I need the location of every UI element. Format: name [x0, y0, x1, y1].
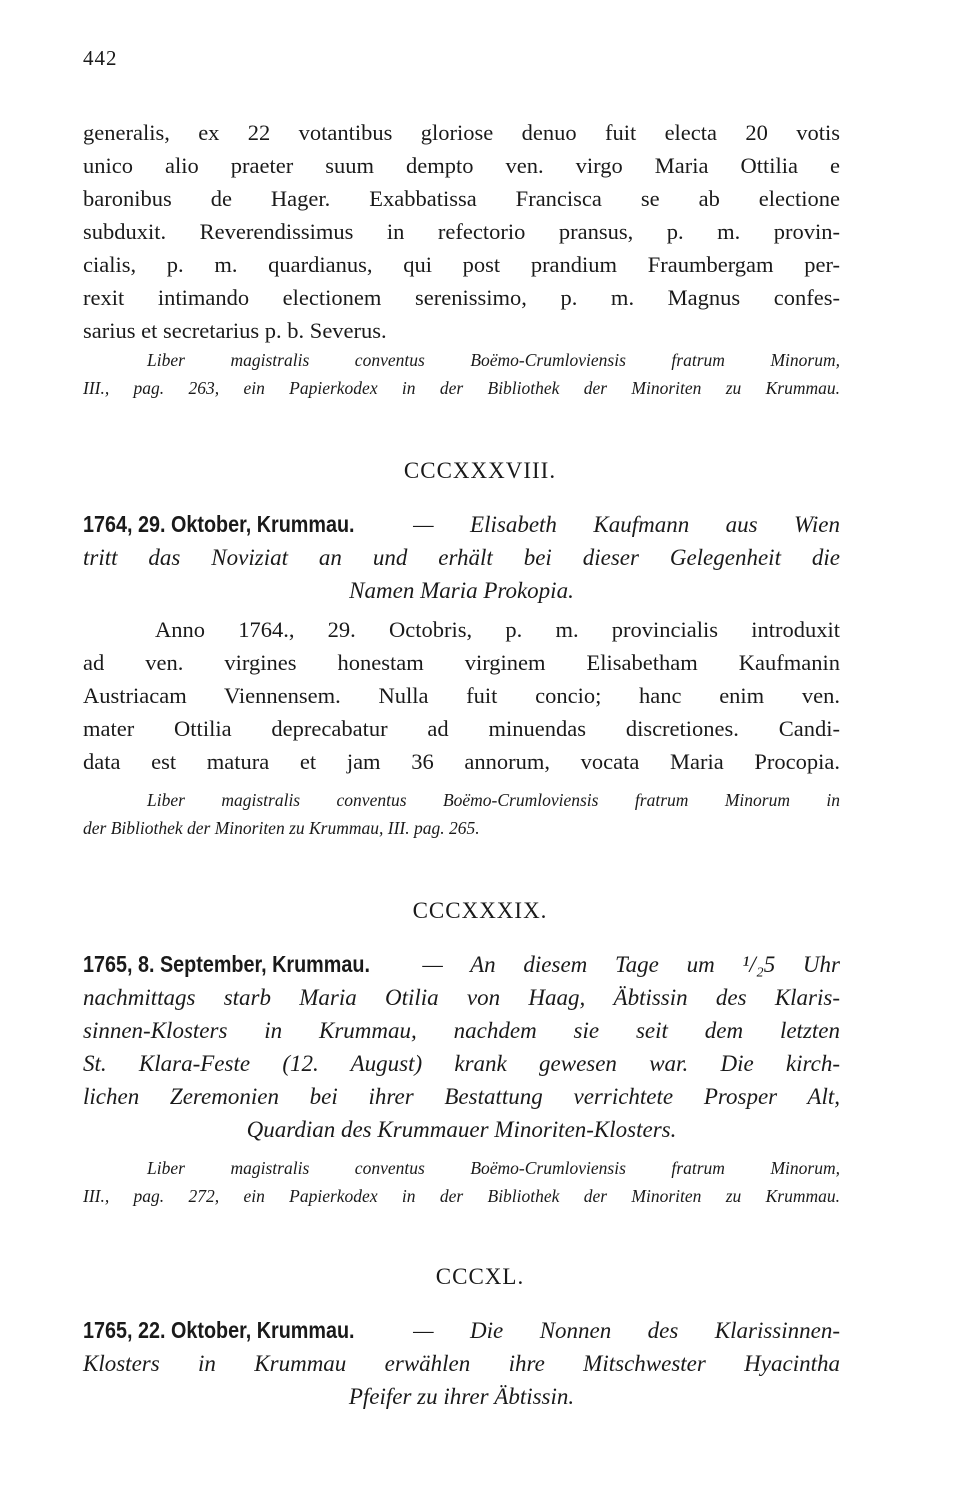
section-heading	[83, 1314, 840, 1413]
heading-line: Klosters in Krummau erwählen ihre Mitschwester Hyacintha	[83, 1351, 840, 1376]
citation-line: der Bibliothek der Minoriten zu Krummau, III. pag. 265.	[83, 818, 480, 838]
text-line: cialis, p. m. quardianus, qui post prandium Fraumbergam per-	[83, 252, 840, 277]
heading-line: lichen Zeremonien bei ihrer Bestattung verrichtete Prosper Alt,	[83, 1084, 840, 1109]
document-number: CCCXL.	[435, 1264, 525, 1289]
text-line: data est matura et jam 36 annorum, vocata Maria Procopia.	[83, 749, 840, 774]
section-text	[83, 613, 840, 778]
citation-line: III., pag. 272, ein Papierkodex in der Bibliothek der Minoriten zu Krummau.	[83, 1186, 840, 1206]
source-citation	[83, 1154, 840, 1210]
heading-line: nachmittags starb Maria Otilia von Haag, Äbtissin des Klaris-	[83, 985, 840, 1010]
text-line: sarius et secretarius p. b. Severus.	[83, 318, 387, 343]
heading-line: Pfeifer zu ihrer Äbtissin.	[348, 1384, 575, 1409]
section-date: 1765, 22. Oktober, Krummau.	[83, 1317, 355, 1343]
citation-line: III., pag. 263, ein Papierkodex in der Bibliothek der Minoriten zu Krummau.	[83, 378, 840, 398]
heading-line: Namen Maria Prokopia.	[349, 578, 574, 603]
section-date: 1764, 29. Oktober, Krummau.	[83, 511, 355, 537]
text-line: subduxit. Reverendissimus in refectorio pransus, p. m. provin-	[83, 219, 840, 244]
document-number: CCCXXXIX.	[412, 898, 548, 923]
heading-line	[83, 508, 840, 541]
heading-text: — An diesem Tage um ¹/₂5 Uhr	[394, 952, 840, 977]
text-line: ad ven. virgines honestam virginem Elisabetham Kaufmanin	[83, 650, 840, 675]
citation-line: Liber magistralis conventus Boëmo-Crumloviensis fratrum Minorum,	[147, 1158, 840, 1178]
heading-line	[83, 1314, 840, 1347]
heading-line	[83, 948, 840, 981]
page-number: 442	[83, 46, 118, 70]
text-line: baronibus de Hager. Exabbatissa Francisca se ab electione	[83, 186, 840, 211]
heading-line: tritt das Noviziat an und erhält bei dieser Gelegenheit die	[83, 545, 840, 570]
source-citation	[83, 786, 840, 842]
intro-paragraph	[83, 116, 840, 347]
section-heading	[83, 508, 840, 607]
text-line: unico alio praeter suum dempto ven. virgo Maria Ottilia e	[83, 153, 840, 178]
text-line: generalis, ex 22 votantibus gloriose denuo fuit electa 20 votis	[83, 120, 840, 145]
text-line: mater Ottilia deprecabatur ad minuendas discretiones. Candi-	[83, 716, 840, 741]
document-number: CCCXXXVIII.	[403, 458, 557, 483]
citation-line: Liber magistralis conventus Boëmo-Crumloviensis fratrum Minorum in	[147, 790, 840, 810]
heading-text: — Die Nonnen des Klarissinnen-	[376, 1318, 840, 1343]
section-heading	[83, 948, 840, 1146]
text-line: Austriacam Viennensem. Nulla fuit concio; hanc enim ven.	[83, 683, 840, 708]
heading-line: sinnen-Klosters in Krummau, nachdem sie seit dem letzten	[83, 1018, 840, 1043]
text-line: Anno 1764., 29. Octobris, p. m. provincialis introduxit	[155, 617, 840, 642]
heading-line: Quardian des Krummauer Minoriten-Klosters.	[246, 1117, 677, 1142]
section-date: 1765, 8. September, Krummau.	[83, 951, 370, 977]
source-citation	[83, 346, 840, 402]
heading-text: — Elisabeth Kaufmann aus Wien	[376, 512, 840, 537]
heading-line: St. Klara-Feste (12. August) krank gewesen war. Die kirch-	[83, 1051, 840, 1076]
citation-line: Liber magistralis conventus Boëmo-Crumloviensis fratrum Minorum,	[147, 350, 840, 370]
text-line: rexit intimando electionem serenissimo, p. m. Magnus confes-	[83, 285, 840, 310]
